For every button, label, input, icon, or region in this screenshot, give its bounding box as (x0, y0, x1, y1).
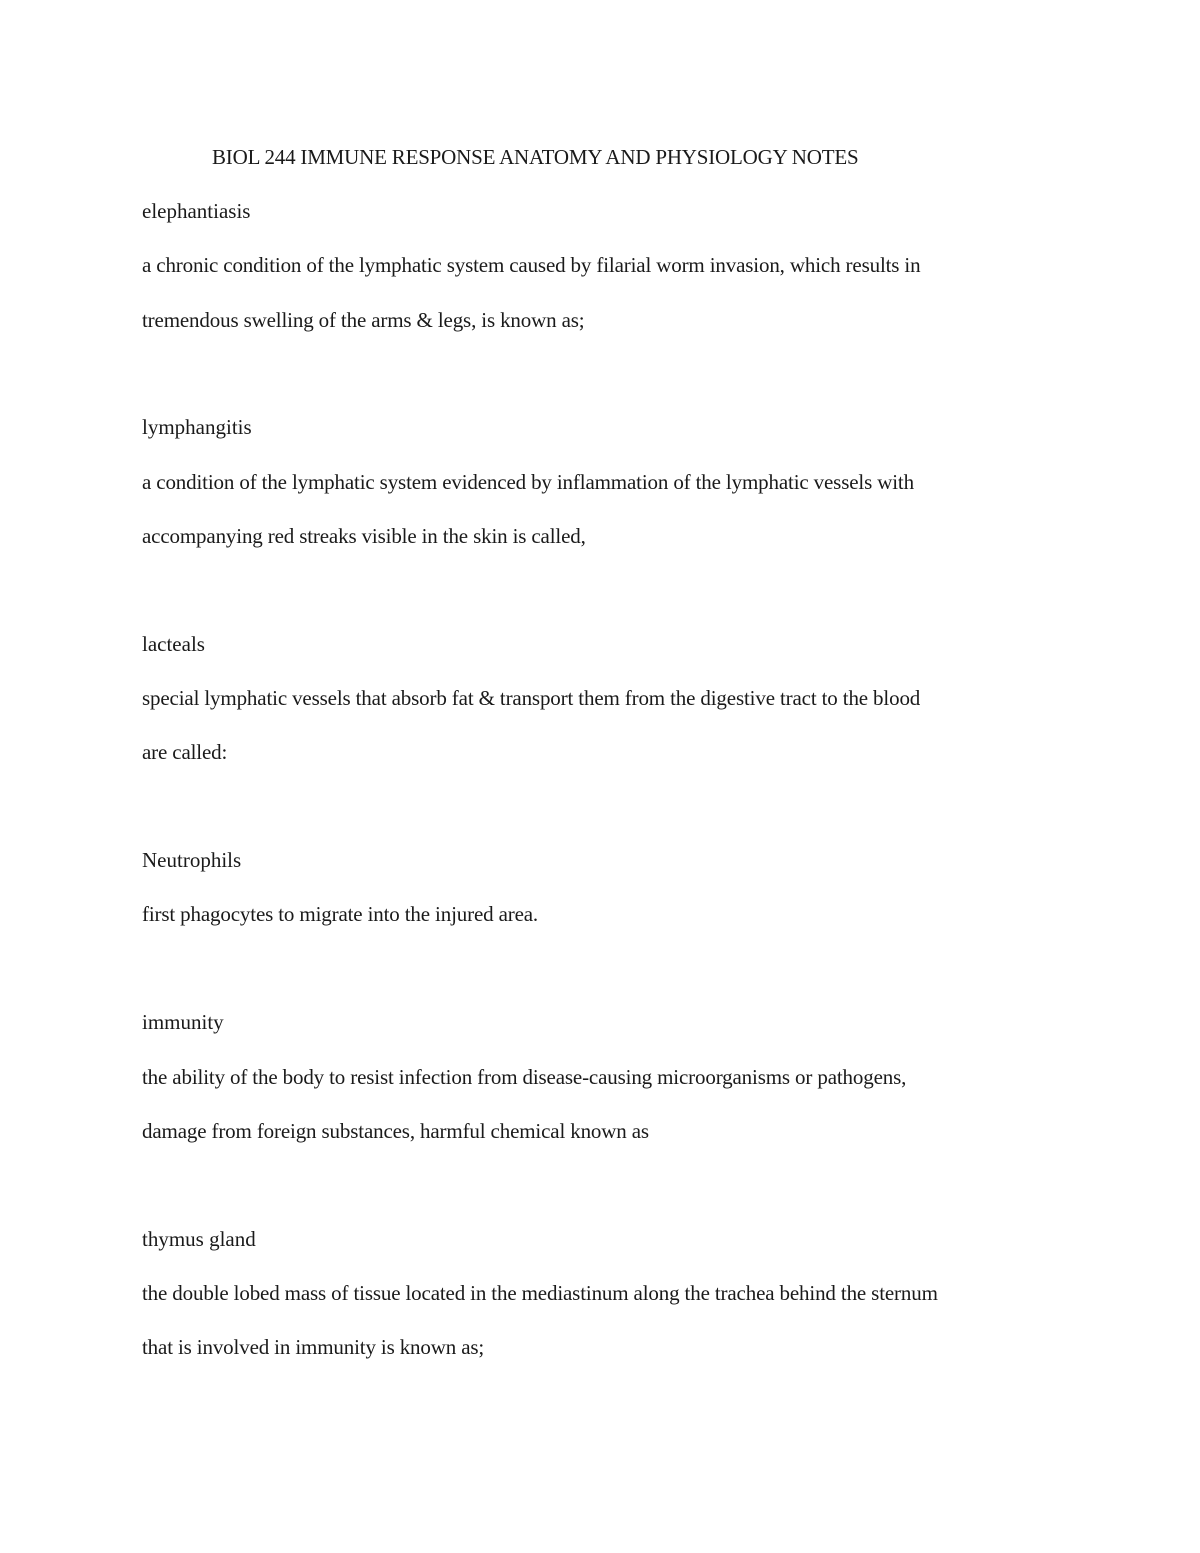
term-thymus-gland: thymus gland (142, 1227, 256, 1251)
document-title: BIOL 244 IMMUNE RESPONSE ANATOMY AND PHYSIOLOGY NOTES (212, 145, 859, 169)
definition-line: the double lobed mass of tissue located in the mediastinum along the trachea behind the sternum (142, 1281, 938, 1305)
definition-line: first phagocytes to migrate into the injured area. (142, 902, 539, 926)
term-neutrophils: Neutrophils (142, 848, 242, 872)
definition-line: special lymphatic vessels that absorb fat & transport them from the digestive tract to the blood (142, 686, 921, 710)
definition-line: the ability of the body to resist infection from disease-causing microorganisms or pathogens, (142, 1065, 907, 1089)
term-lymphangitis: lymphangitis (142, 415, 252, 439)
definition-line: that is involved in immunity is known as; (142, 1335, 485, 1359)
definition-line: a condition of the lymphatic system evidenced by inflammation of the lymphatic vessels with (142, 470, 914, 494)
definition-line: damage from foreign substances, harmful chemical known as (142, 1119, 649, 1143)
definition-line: tremendous swelling of the arms & legs, is known as; (142, 308, 585, 332)
term-elephantiasis: elephantiasis (142, 199, 251, 223)
definition-line: a chronic condition of the lymphatic system caused by filarial worm invasion, which results in (142, 253, 921, 277)
term-immunity: immunity (142, 1010, 224, 1034)
definition-line: are called: (142, 740, 228, 764)
definition-line: accompanying red streaks visible in the skin is called, (142, 524, 586, 548)
term-lacteals: lacteals (142, 632, 205, 656)
